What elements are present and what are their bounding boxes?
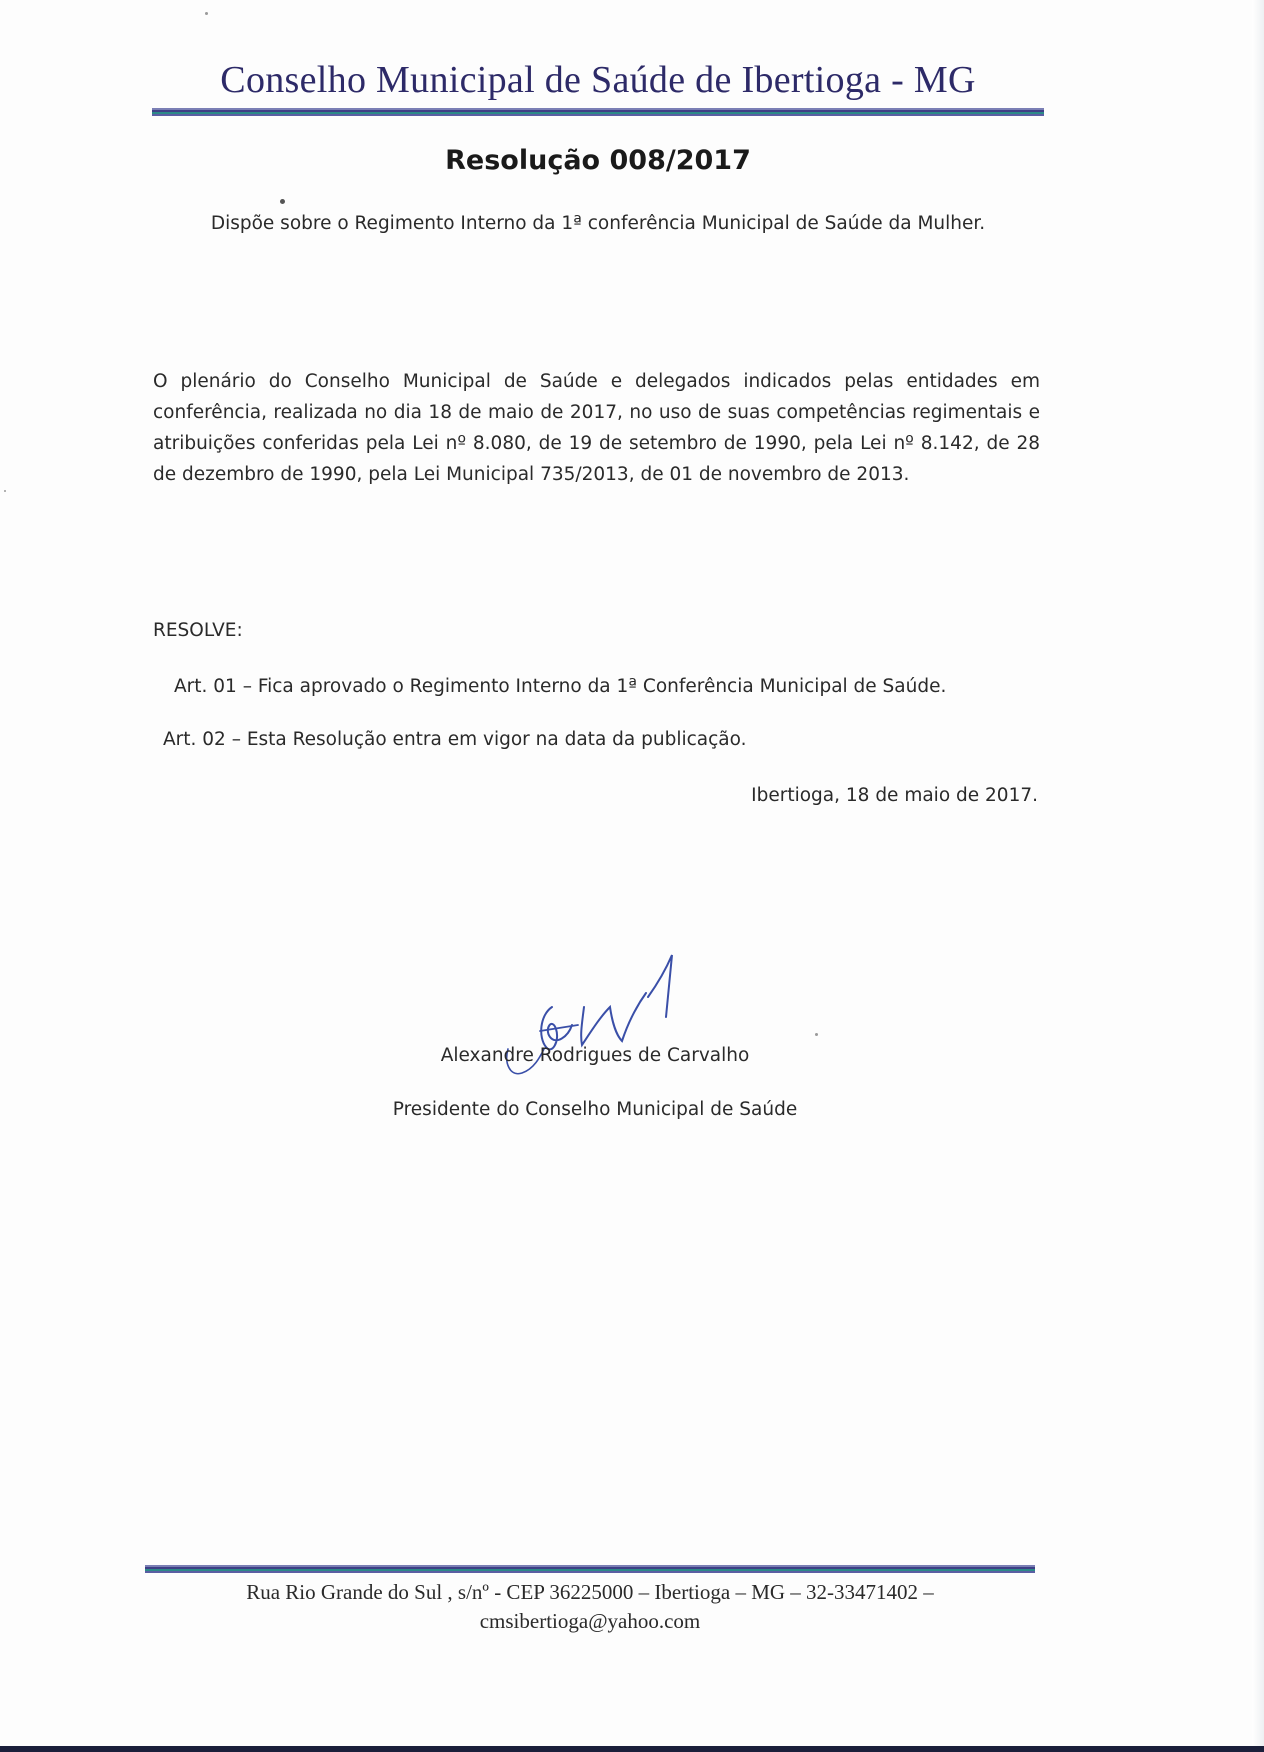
- article-01: Art. 01 – Fica aprovado o Regimento Interno da 1ª Conferência Municipal de Saúde.: [174, 676, 947, 697]
- scan-bottom-border: [0, 1746, 1264, 1752]
- resolve-label: RESOLVE:: [153, 620, 243, 641]
- scan-speck: [4, 490, 6, 492]
- footer-address-line: Rua Rio Grande do Sul , s/nº - CEP 36225000 – Ibertioga – MG – 32-33471402 –: [246, 1580, 934, 1604]
- resolution-subject: Dispõe sobre o Regimento Interno da 1ª conferência Municipal de Saúde da Mulher.: [210, 213, 986, 234]
- resolution-title: Resolução 008/2017: [445, 145, 751, 176]
- article-02: Art. 02 – Esta Resolução entra em vigor na data da publicação.: [163, 729, 747, 750]
- footer-address: [145, 1578, 1035, 1636]
- header-rule: [152, 108, 1044, 116]
- signer-role: Presidente do Conselho Municipal de Saúde: [392, 1099, 798, 1120]
- signer-name: Alexandre Rodrigues de Carvalho: [440, 1045, 750, 1066]
- place-date: Ibertioga, 18 de maio de 2017.: [751, 785, 1038, 806]
- scan-speck: [815, 1033, 818, 1036]
- resolution-body: O plenário do Conselho Municipal de Saúde e delegados indicados pelas entidades em conferência, realizada no dia 18 de maio de 2017, no uso de suas competências regimentais e atribuições conferidas pela Lei nº 8.080, de 19 de setembro de 1990, pela Lei nº 8.142, de 28 de dezembro de 1990, pela Lei Municipal 735/2013, de 01 de novembro de 2013.: [153, 371, 1040, 485]
- footer-email: cmsibertioga@yahoo.com: [479, 1609, 701, 1633]
- scan-speck: [280, 199, 285, 204]
- scan-edge-shadow: [1252, 0, 1264, 1752]
- scan-speck: [205, 12, 208, 15]
- council-header-title: Conselho Municipal de Saúde de Ibertioga - MG: [220, 59, 976, 101]
- footer-rule: [145, 1565, 1035, 1573]
